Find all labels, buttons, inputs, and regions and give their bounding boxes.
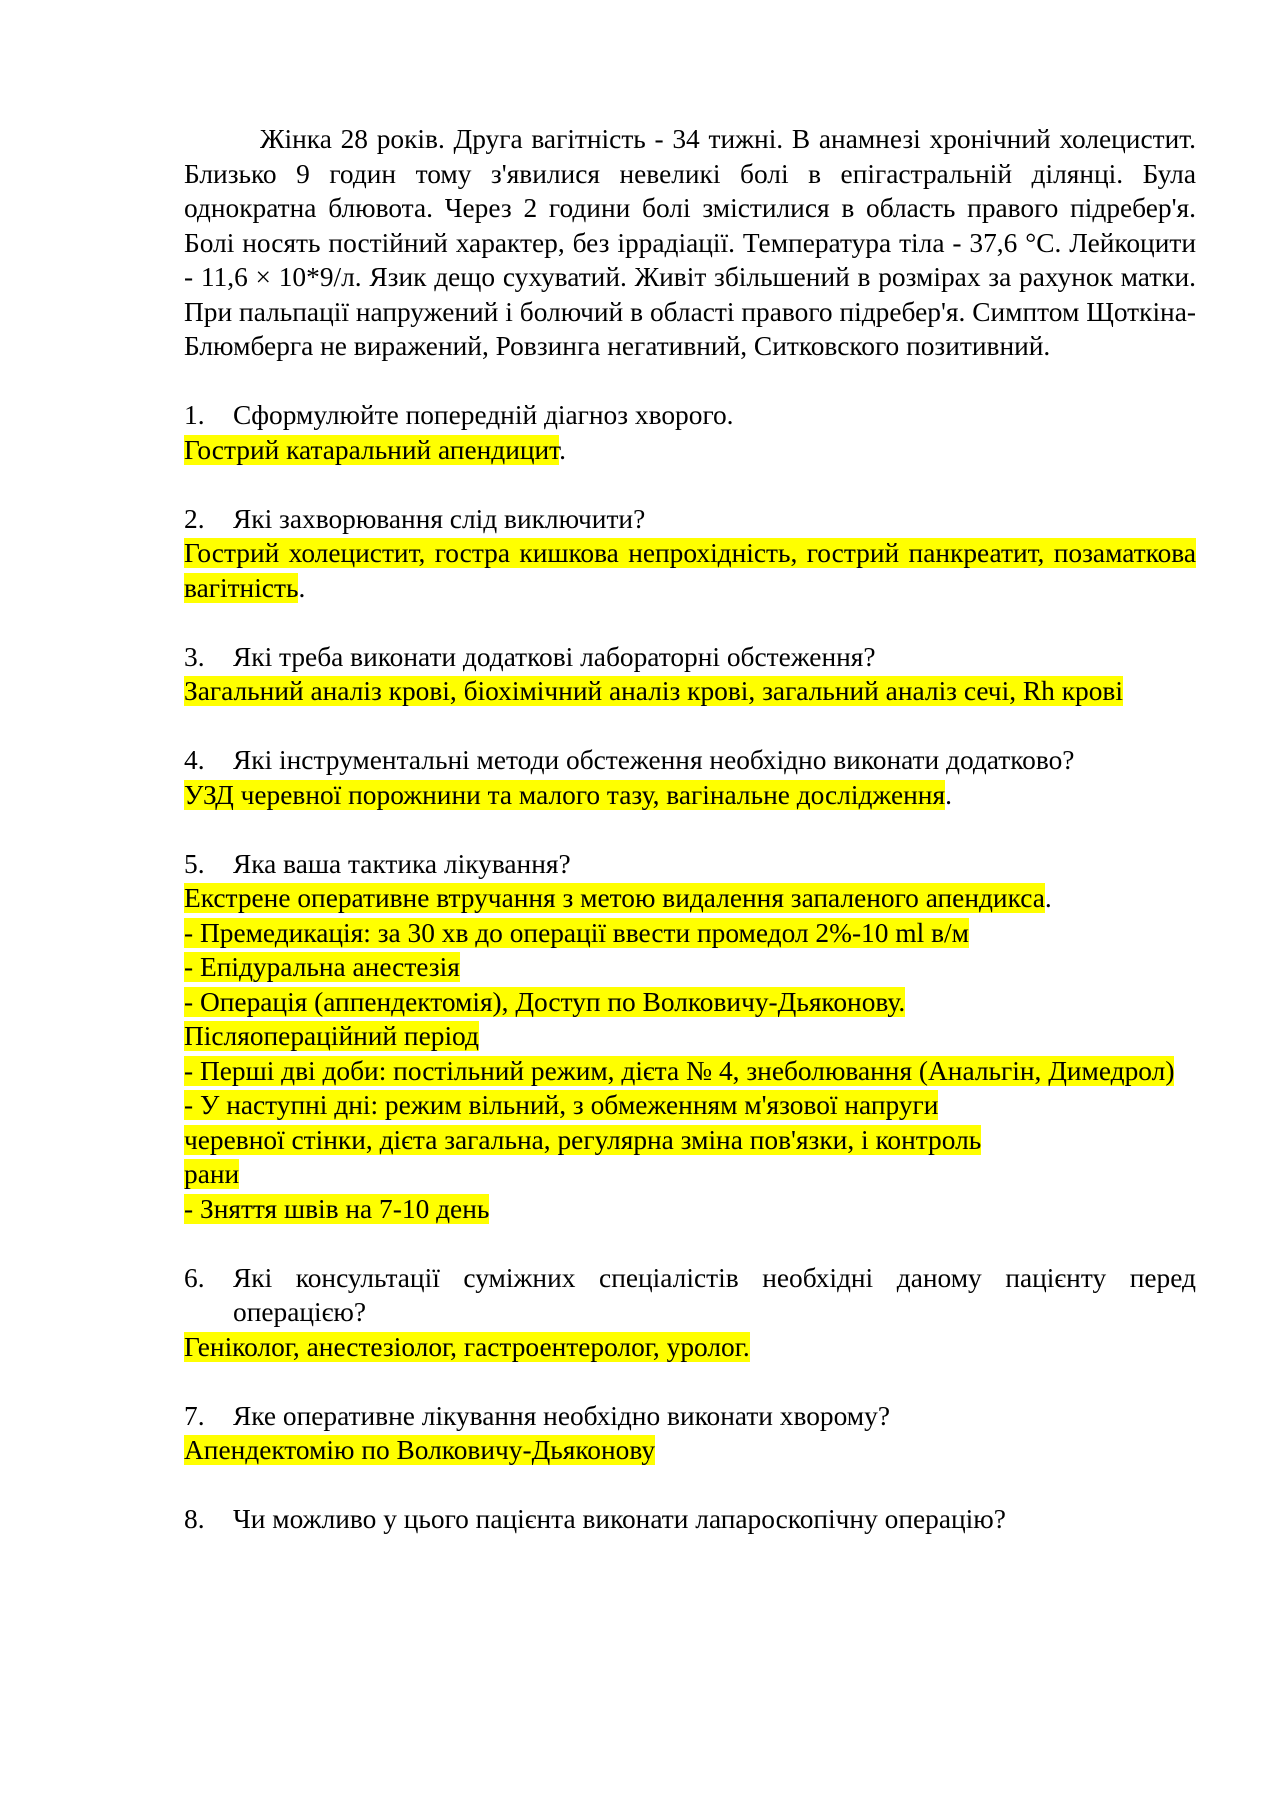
treatment-line: рани xyxy=(184,1159,240,1189)
question-number: 4. xyxy=(184,745,205,775)
highlighted-answer: Гострий катаральний апендицит xyxy=(184,434,560,465)
treatment-line: - У наступні дні: режим вільний, з обмеженням м'язової напруги xyxy=(184,1090,939,1120)
question-1 xyxy=(184,398,1196,433)
question-text: Яка ваша тактика лікування? xyxy=(233,848,571,879)
question-6 xyxy=(184,1261,1196,1330)
answer-7 xyxy=(184,1433,1196,1468)
question-number: 2. xyxy=(184,503,205,534)
question-8 xyxy=(184,1502,1196,1537)
question-text: Які треба виконати додаткові лабораторні обстеження? xyxy=(233,641,876,672)
question-2 xyxy=(184,502,1196,537)
document-body xyxy=(184,122,1196,1537)
question-text: Які інструментальні методи обстеження необхідно виконати додатково? xyxy=(233,745,1075,775)
question-7 xyxy=(184,1399,1196,1434)
treatment-line: - Премедикація: за 30 хв до операції ввести промедол 2%-10 ml в/м xyxy=(184,917,969,948)
question-number: 3. xyxy=(184,641,205,672)
highlighted-answer: Загальний аналіз крові, біохімічний аналіз крові, загальний аналіз сечі, Rh крові xyxy=(184,676,1123,706)
question-text: Які захворювання слід виключити? xyxy=(233,503,646,534)
highlighted-answer: Екстрене оперативне втручання з метою видалення запаленого апендикса xyxy=(184,883,1045,913)
question-number: 6. xyxy=(184,1262,205,1293)
question-4 xyxy=(184,743,1196,778)
answer-6 xyxy=(184,1330,1196,1365)
treatment-line: - Епідуральна анестезія xyxy=(184,952,460,982)
treatment-line: черевної стінки, дієта загальна, регулярна зміна пов'язки, і контроль xyxy=(184,1124,982,1155)
question-5 xyxy=(184,847,1196,882)
treatment-line: - Зняття швів на 7-10 день xyxy=(184,1193,490,1224)
question-text: Які консультації суміжних спеціалістів необхідні даному пацієнту перед операцією? xyxy=(233,1262,1196,1327)
answer-2: Гострий холецистит, гостра кишкова непрохідність, гострий панкреатит, позаматкова вагітність. xyxy=(184,538,1196,603)
question-text: Сформулюйте попередній діагноз хворого. xyxy=(233,400,734,430)
case-description: Жінка 28 років. Друга вагітність - 34 тижні. В анамнезі хронічний холецистит. Близько 9 годин тому з'явилися невеликі болі в епігастральній ділянці. Була однократна блювота. Через 2 години болі змістилися в область правого підребер'я. Болі носять постійний характер, без іррадіації. Температура тіла - 37,6 °C. Лейкоцити - 11,6 × 10*9/л. Язик дещо сухуватий. Живіт збільшений в розмірах за рахунок матки. При пальпації напружений і болючий в області правого підребер'я. Симптом Щоткіна-Блюмберга не виражений, Ровзинга негативний, Ситковского позитивний. xyxy=(184,124,1196,361)
question-3 xyxy=(184,640,1196,675)
question-number: 7. xyxy=(184,1400,205,1431)
answer-1: Гострий катаральний апендицит. xyxy=(184,434,566,465)
question-text: Яке оперативне лікування необхідно виконати хворому? xyxy=(233,1400,890,1431)
question-number: 8. xyxy=(184,1504,205,1534)
treatment-line: Післяопераційний період xyxy=(184,1021,479,1051)
question-number: 5. xyxy=(184,848,205,879)
answer-4: УЗД черевної порожнини та малого тазу, вагінальне дослідження. xyxy=(184,779,952,810)
treatment-line: - Операція (аппендектомія), Доступ по Волковичу-Дьяконову. xyxy=(184,986,906,1017)
highlighted-answer: Апендектомію по Волковичу-Дьяконову xyxy=(184,1435,656,1465)
question-number: 1. xyxy=(184,400,205,430)
treatment-line: - Перші дві доби: постільний режим, дієта № 4, знеболювання (Анальгін, Димедрол) xyxy=(184,1055,1175,1086)
answer-5: Екстрене оперативне втручання з метою видалення запаленого апендикса. xyxy=(184,883,1052,913)
question-text: Чи можливо у цього пацієнта виконати лапароскопічну операцію? xyxy=(233,1504,1006,1534)
highlighted-answer: Геніколог, анестезіолог, гастроентеролог, уролог. xyxy=(184,1331,750,1362)
highlighted-answer: УЗД черевної порожнини та малого тазу, вагінальне дослідження xyxy=(184,779,946,810)
highlighted-answer: Гострий холецистит, гостра кишкова непрохідність, гострий панкреатит, позаматкова вагітність xyxy=(184,538,1196,603)
answer-3 xyxy=(184,674,1196,709)
